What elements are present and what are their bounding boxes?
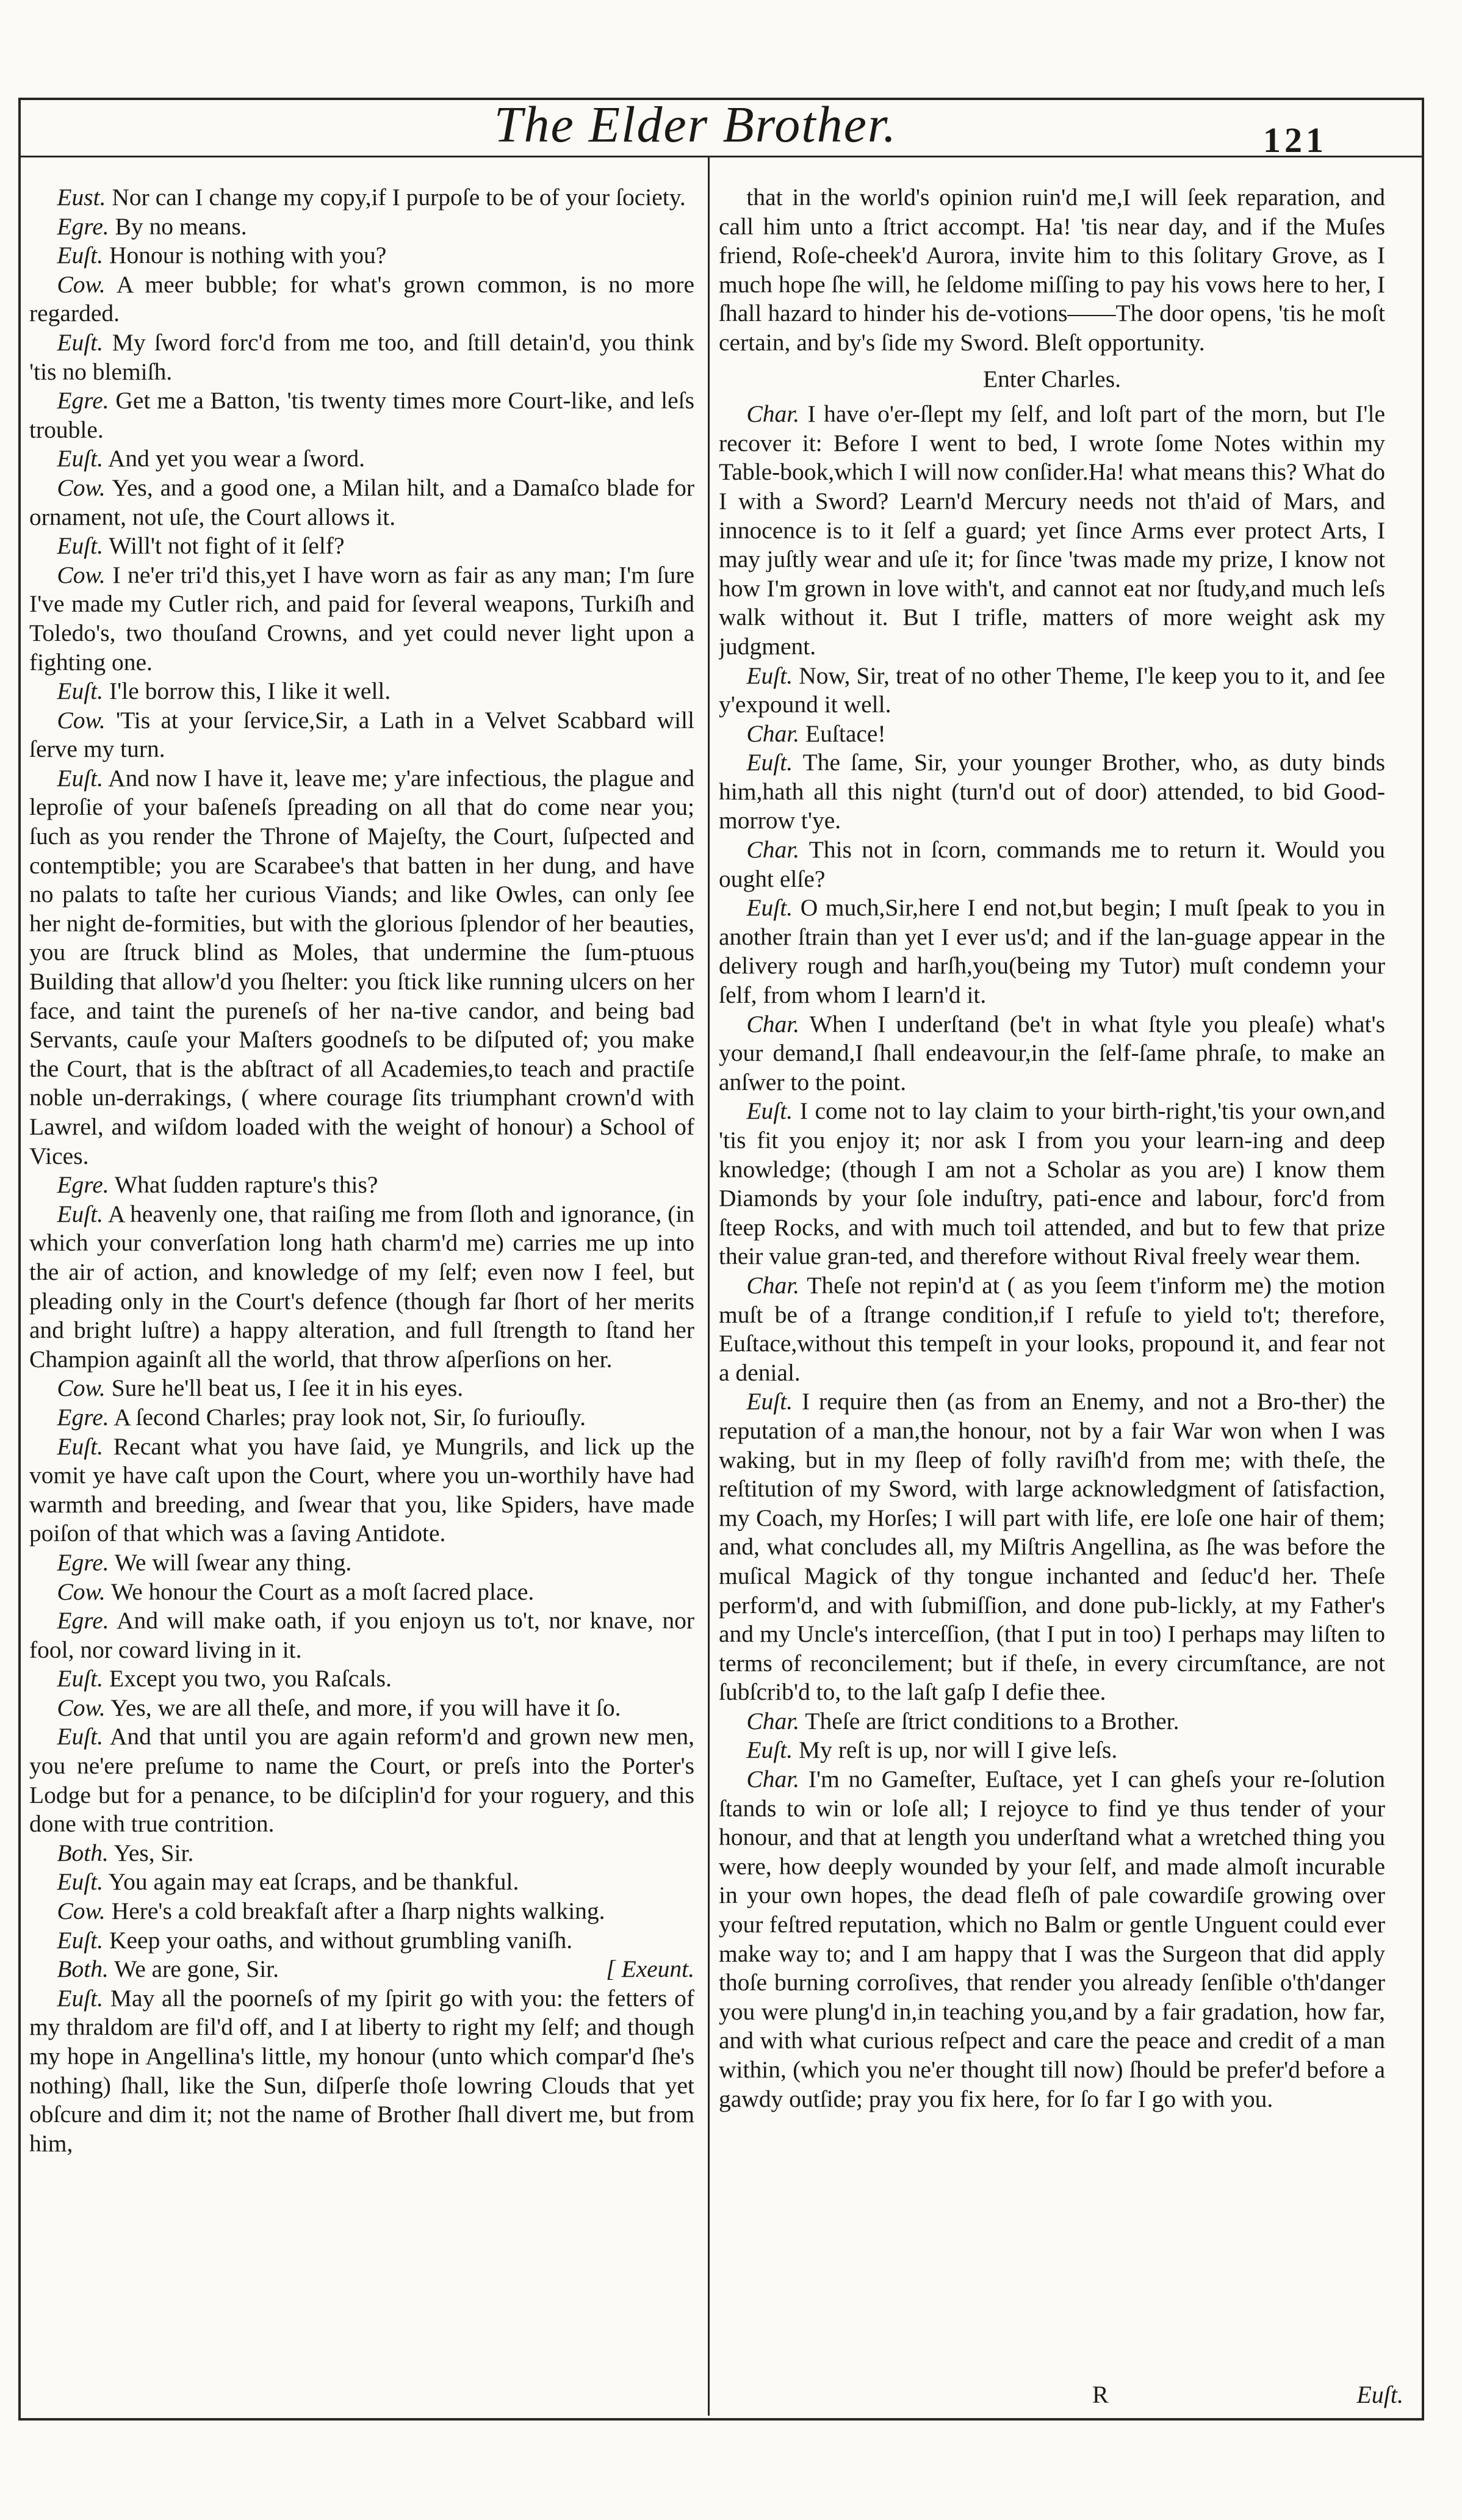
speech (719, 1271, 1385, 1387)
speaker-name: Egre. (57, 1607, 109, 1634)
speech-text: Will't not fight of it ſelf? (109, 532, 345, 560)
speech (29, 677, 694, 706)
speaker-name: Egre. (57, 387, 109, 414)
speech (29, 1403, 694, 1432)
speech-text: Nor can I change my copy,if I purpoſe to be of your ſociety. (112, 184, 686, 211)
speaker-name: Char. (746, 720, 800, 747)
speech-text: My ſword forc'd from me too, and ſtill detain'd, you think 'tis no blemiſh. (29, 328, 694, 385)
speaker-name: Euſt. (57, 532, 104, 560)
exit-direction: [ Exeunt. (606, 1955, 694, 1983)
speech (29, 386, 694, 444)
speaker-name: Cow. (57, 270, 106, 298)
speech-text: My reſt is up, nor will I give leſs. (799, 1736, 1118, 1764)
speech-text: Euſtace! (805, 720, 886, 747)
speaker-name: Both. (57, 1839, 109, 1866)
speaker-name: Euſt. (57, 242, 104, 269)
speaker-name: Egre. (57, 1171, 109, 1199)
speech-text: Honour is nothing with you? (109, 242, 387, 269)
speech (29, 1839, 694, 1868)
speech-text: Yes, and a good one, a Milan hilt, and a Damaſco blade for ornament, not uſe, the Court allows it. (29, 474, 694, 530)
speech (29, 1664, 694, 1694)
speaker-name: Cow. (57, 561, 106, 588)
speech-text: I come not to lay claim to your birth-right,'tis your own,and 'tis fit you enjoy it; nor ask I from you your learn-ing and deep knowledge; (though I am not a Scholar as you are) I know them Diamonds by your ſole induſtry, pati-ence and labour, forc'd from ſteep Rocks, and with much toil attended, and but to few that prize their value gran-ted, and therefore without Rival freely wear them. (719, 1097, 1385, 1270)
speech-text: We are gone, Sir. (114, 1955, 279, 1983)
speech-text: By no means. (115, 212, 247, 240)
speech (29, 1578, 694, 1607)
speech-text: I'm no Gameſter, Euſtace, yet I can gheſs your re-ſolution ſtands to win or loſe all; I rejoyce to find ye thus tender of your honour, and that at length you underſtand what a wretched thing you were, how deeply wounded by your ſelf, and made almoſt incurable in your own hopes, the dead fleſh of pale cowardiſe growing over your feſtred reputation, which no Balm or gentle Unguent could ever make way to; and I am happy that I was the Surgeon that did apply thoſe burning corroſives, that render you already ſenſible o'th'danger you were plung'd in,in teaching you,and by a fair gradation, how far, and with what curious reſpect and care the peace and credit of a man within, (which you ne'er thought till now) ſhould be prefer'd before a gawdy outſide; pray you fix here, for ſo far I go with you. (719, 1766, 1385, 2112)
speech (719, 836, 1385, 894)
speaker-name: Euſt. (57, 1200, 104, 1227)
speaker-name: Euſt. (57, 445, 104, 472)
speech-text: A ſecond Charles; pray look not, Sir, ſo furiouſly. (113, 1403, 586, 1431)
speaker-name: Char. (746, 836, 800, 864)
speech (29, 212, 694, 242)
speech (719, 1387, 1385, 1707)
speaker-name: Euſt. (57, 677, 104, 705)
speech (29, 241, 694, 270)
speech-text: A meer bubble; for what's grown common, is no more regarded. (29, 270, 694, 327)
speech (29, 1694, 694, 1723)
speech (29, 706, 694, 764)
speech (29, 183, 694, 212)
speech (29, 1374, 694, 1403)
speech (719, 1765, 1385, 2114)
speech (29, 474, 694, 532)
speaker-name: Eust. (57, 184, 106, 211)
speaker-name: Euſt. (57, 1868, 104, 1896)
page-number: 121 (1263, 120, 1327, 160)
speech (29, 1897, 694, 1926)
catchword: Euſt. (1356, 2381, 1403, 2408)
speech-text: What ſudden rapture's this? (114, 1171, 378, 1199)
speech (719, 400, 1385, 661)
speaker-name: Cow. (57, 706, 106, 734)
speech (29, 1200, 694, 1374)
right-speeches (719, 400, 1385, 2114)
speech (719, 748, 1385, 836)
speaker-name: Char. (746, 1766, 800, 1793)
speaker-name: Euſt. (746, 662, 793, 689)
speech (29, 1926, 694, 1955)
speaker-name: Char. (746, 1010, 800, 1038)
speaker-name: Euſt. (57, 1665, 104, 1692)
speech (29, 444, 694, 474)
speaker-name: Euſt. (746, 1736, 793, 1764)
speech-text: I'le borrow this, I like it well. (109, 677, 391, 705)
speech-text: The ſame, Sir, your younger Brother, who, as duty binds him,hath all this night (turn'd out of door) attended, to bid Good-morrow t'ye. (719, 749, 1385, 834)
speech-text: Theſe are ſtrict conditions to a Brother. (805, 1707, 1179, 1735)
speech-text: A heavenly one, that raiſing me from ſloth and ignorance, (in which your converſation long hath charm'd me) carries me up into the air of action, and knowledge of my ſelf; even now I feel, but pleading only in the Court's defence (though far ſhort of her merits and bright luſtre) a happy alteration, and full ſtrength to ſtand her Champion againſt all the world, that throw aſperſions on her. (29, 1200, 694, 1373)
speech (29, 1868, 694, 1897)
speech-text: And will make oath, if you enjoyn us to't, nor knave, nor fool, nor coward living in it. (29, 1607, 694, 1663)
speech (719, 662, 1385, 720)
speech-text: Sure he'll beat us, I ſee it in his eyes. (111, 1374, 464, 1402)
speech-text: I ne'er tri'd this,yet I have worn as fair as any man; I'm ſure I've made my Cutler rich, and paid for ſeveral weapons, Turkiſh and Toledo's, two thouſand Crowns, and yet could never light upon a fighting one. (29, 561, 694, 676)
speech (29, 764, 694, 1171)
speech-text: Yes, we are all theſe, and more, if you will have it ſo. (110, 1694, 621, 1721)
speaker-name: Euſt. (746, 749, 793, 776)
speaker-name: Euſt. (57, 328, 104, 356)
speech (29, 328, 694, 386)
speech-text: Get me a Batton, 'tis twenty times more Court-like, and leſs trouble. (29, 387, 694, 443)
speech-continuation: that in the world's opinion ruin'd me,I will ſeek reparation, and call him unto a ſtrict accompt. Ha! 'tis near day, and if the Muſes friend, Roſe-cheek'd Aurora, invite him to this ſolitary Grove, as I much hope ſhe will, he ſeldome miſſing to pay his vows here to her, I ſhall hazard to hinder his de-votions——The door opens, 'tis he moſt certain, and by's ſide my Sword. Bleſt opportunity. (719, 184, 1385, 356)
speech-text: You again may eat ſcraps, and be thankful. (108, 1868, 519, 1896)
speaker-name: Euſt. (57, 1926, 104, 1954)
speech (29, 1548, 694, 1578)
speech-text: O much,Sir,here I end not,but begin; I muſt ſpeak to you in another ſtrain than yet I ever us'd; and if the lan-guage appear in the delivery rough and harſh,you(being my Tutor) muſt condemn your ſelf, from whom I learn'd it. (719, 894, 1385, 1009)
speech-text: May all the poorneſs of my ſpirit go with you: the fetters of my thraldom are fil'd off, and I at liberty to right my ſelf; and though my hope in Angellina's little, my honour (unto which compar'd ſhe's nothing) ſhall, like the Sun, diſperſe thoſe lowring Clouds that yet obſcure and dim it; not the name of Brother ſhall divert me, but from him, (29, 1984, 694, 2157)
speech-text: We will ſwear any thing. (114, 1548, 352, 1576)
speech-text: And now I have it, leave me; y'are infectious, the plague and leproſie of your baſeneſs ſpreading on all that do come near you; ſuch as you render the Throne of Majeſty, the Court, ſuſpected and contemptible; you are Scarabee's that batten in her dung, and have no palats to taſte her curious Viands; and like Owles, can only ſee her night de-formities, but with the glorious ſplendor of her beauties, you are ſtruck blind as Moles, that undermine the ſum-ptuous Building that allow'd you ſhelter: you ſtick like running ulcers on her face, and taint the pureneſs of her na-tive candor, and being bad Servants, cauſe your Maſters goodneſs to be diſputed of; you make the Court, that is the abſtract of all Academies,to teach and practiſe noble un-derrakings, ( where courage ſits triumphant crown'd with Lawrel, and wiſdom loaded with the weight of honour) a School of Vices. (29, 764, 694, 1169)
speech-text: Now, Sir, treat of no other Theme, I'le keep you to it, and ſee y'expound it well. (719, 662, 1385, 718)
left-column (29, 183, 694, 2405)
speech (29, 1984, 694, 2159)
speaker-name: Both. (57, 1955, 109, 1983)
speaker-name: Euſt. (57, 1432, 104, 1460)
speech (29, 1171, 694, 1200)
speaker-name: Char. (746, 1707, 800, 1735)
speech-text: I have o'er-ſlept my ſelf, and loſt part of the morn, but I'le recover it: Before I went to bed, I wrote ſome Notes within my Table-book,which I will now conſider.Ha! what means this? What do I with a Sword? Learn'd Mercury needs not th'aid of Mars, and innocence is to it ſelf a guard; yet ſince Arms ever protect Arts, I may juſtly wear and uſe it; for ſince 'twas made my prize, I know not how I'm grown in love with't, and cannot eat nor ſtudy,and much leſs walk without it. But I trifle, matters of more weight ask my judgment. (719, 400, 1385, 660)
speaker-name: Cow. (57, 1374, 106, 1402)
speech-text: Theſe not repin'd at ( as you ſeem t'inform me) the motion muſt be of a ſtrange condition,if I refuſe to yield to't; therefore, Euſtace,without this tempeſt in your looks, propound it, and fear not a denial. (719, 1271, 1385, 1386)
speaker-name: Egre. (57, 1403, 109, 1431)
speech (719, 894, 1385, 1009)
speaker-name: Char. (746, 400, 800, 428)
speech (29, 1432, 694, 1548)
speaker-name: Euſt. (57, 764, 104, 792)
speech (719, 1707, 1385, 1736)
speaker-name: Euſt. (746, 1388, 793, 1415)
speech-text: 'Tis at your ſervice,Sir, a Lath in a Velvet Scabbard will ſerve my turn. (29, 706, 694, 763)
speech-text: Keep your oaths, and without grumbling vaniſh. (109, 1926, 573, 1954)
speech-text: Recant what you have ſaid, ye Mungrils, and lick up the vomit ye have caſt upon the Court, where you un-worthily have had warmth and breeding, and ſwear that you, like Spiders, have made poiſon of that which was a ſaving Antidote. (29, 1432, 694, 1547)
speaker-name: Euſt. (746, 894, 793, 922)
speech (29, 270, 694, 328)
speech-text: Except you two, you Raſcals. (109, 1665, 392, 1692)
speaker-name: Euſt. (57, 1984, 104, 2012)
speech (29, 561, 694, 677)
speaker-name: Euſt. (57, 1723, 104, 1750)
speech-text: Here's a cold breakfaſt after a ſharp nights walking. (111, 1897, 605, 1925)
speech-text: And yet you wear a ſword. (107, 445, 366, 472)
speech (29, 1606, 694, 1664)
speaker-name: Cow. (57, 1897, 106, 1925)
speaker-name: Euſt. (746, 1097, 793, 1125)
column-divider (708, 157, 710, 2416)
speaker-name: Cow. (57, 1694, 106, 1721)
speech-text: Yes, Sir. (113, 1839, 194, 1866)
speaker-name: Cow. (57, 474, 106, 501)
speaker-name: Egre. (57, 1548, 109, 1576)
speech-text: This not in ſcorn, commands me to return it. Would you ought elſe? (719, 836, 1385, 892)
speech (29, 1722, 694, 1838)
speech (719, 1736, 1385, 1765)
speech (719, 720, 1385, 749)
speech (29, 1955, 694, 1984)
speech-text: We honour the Court as a moſt ſacred place. (110, 1578, 535, 1605)
speech-text: When I underſtand (be't in what ſtyle you pleaſe) what's your demand,I ſhall endeavour,in the ſelf-ſame phraſe, to make an anſwer to the point. (719, 1010, 1385, 1096)
stage-direction: Enter Charles. (983, 365, 1121, 392)
signature-mark: R (1092, 2381, 1109, 2408)
speaker-name: Cow. (57, 1578, 106, 1605)
running-title: The Elder Brother. (494, 96, 898, 153)
speech (719, 1097, 1385, 1271)
speaker-name: Egre. (57, 212, 109, 240)
speech (719, 1010, 1385, 1097)
speech-text: And that until you are again reform'd and grown new men, you ne'ere preſume to name the Court, or preſs into the Porter's Lodge but for a penance, to be diſciplin'd for your roguery, and this done with true contrition. (29, 1723, 694, 1838)
speech (29, 532, 694, 561)
right-column (719, 183, 1385, 2405)
speaker-name: Char. (746, 1271, 800, 1299)
speech-text: I require then (as from an Enemy, and not a Bro-ther) the reputation of a man,the honour, not by a fair War won when I was waking, but in my ſleep of folly raviſh'd from me; with theſe, the reſtitution of my Sword, with large acknowledgment of ſatisfaction, my Coach, my Horſes; I will part with life, ere loſe one hair of them; and, what concludes all, my Miſtris Angellina, as ſhe was before the muſical Magick of thy tongue inchanted and ſeduc'd her. Theſe perform'd, and with ſubmiſſion, and done pub-lickly, at my Father's and my Uncle's interceſſion, (that I put in too) I perhaps may liſten to terms of reconcilement; but if theſe, in every circumſtance, are not ſubſcrib'd to, to the laſt gaſp I defie thee. (719, 1388, 1385, 1706)
